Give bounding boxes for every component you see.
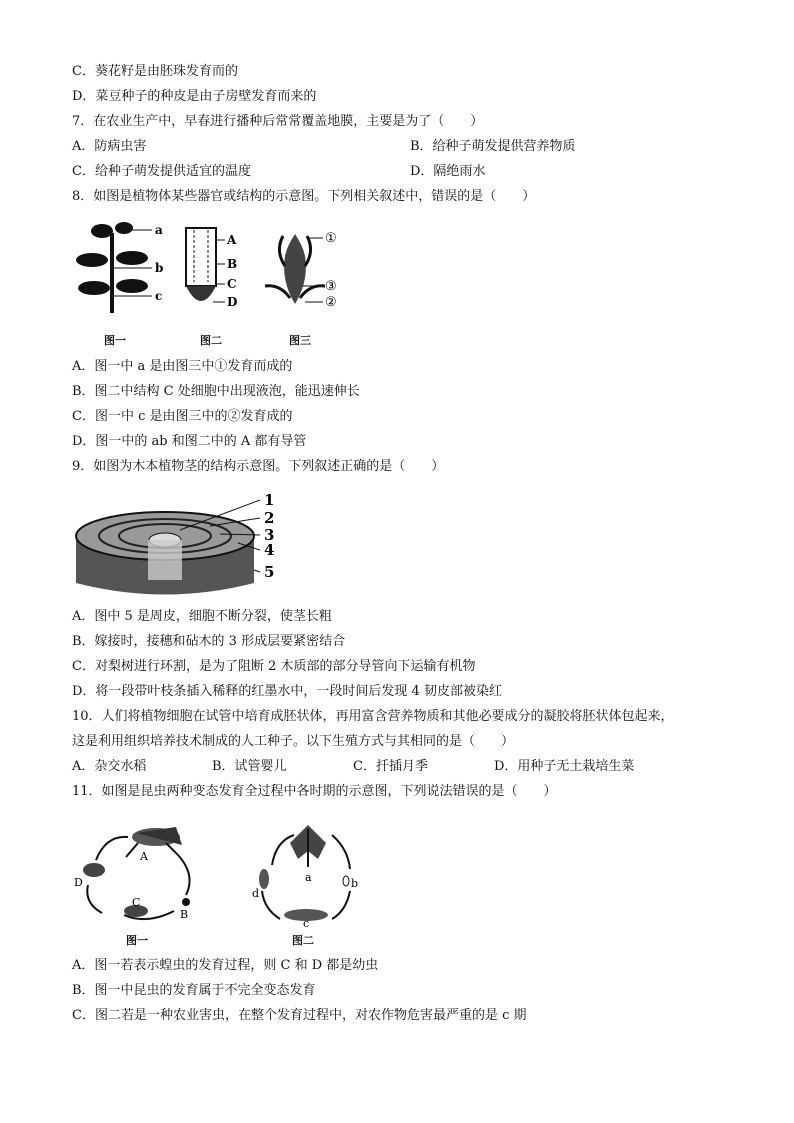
fig1-label-c: c xyxy=(155,289,163,303)
q7-option-d: D．隔绝雨水 xyxy=(410,164,486,179)
q8-stem: 8．如图是植物体某些器官或结构的示意图。下列相关叙述中，错误的是（ ） xyxy=(72,189,536,204)
q6-option-d: D．菜豆种子的种皮是由子房壁发育而来的 xyxy=(72,89,317,104)
q9-option-d: D．将一段带叶枝条插入稀释的红墨水中，一段时间后发现 4 韧皮部被染红 xyxy=(72,684,502,699)
q10-stem-line2: 这是利用组织培养技术制成的人工种子。以下生殖方式与其相同的是（ ） xyxy=(72,734,515,749)
q10-stem-line1: 10．人们将植物细胞在试管中培育成胚状体，再用富含营养物质和其他必要成分的凝胶将胚状体包起来， xyxy=(72,709,674,724)
q10-option-a: A．杂交水稻 xyxy=(72,759,147,774)
fig2-label-A: A xyxy=(227,233,237,247)
q11-figure-incomplete-metamorphosis xyxy=(66,815,216,933)
q9-figure-stem-section xyxy=(70,488,290,598)
fig11b-label-b: b xyxy=(351,877,359,890)
fig3-label-2: ② xyxy=(325,295,337,310)
q11-option-b: B．图一中昆虫的发育属于不完全变态发育 xyxy=(72,983,316,998)
q7-option-a: A．防病虫害 xyxy=(72,139,147,154)
q8-figure-root-tip xyxy=(180,226,250,316)
q8-caption-2: 图二 xyxy=(200,334,222,347)
q6-option-c: C．葵花籽是由胚珠发育而的 xyxy=(72,64,238,79)
q9-option-a: A．图中 5 是周皮，细胞不断分裂，使茎长粗 xyxy=(72,609,332,624)
fig11a-label-A: A xyxy=(140,850,148,863)
q8-option-c: C．图一中 c 是由图三中的②发育成的 xyxy=(72,409,293,424)
fig9-label-2: 2 xyxy=(264,509,275,527)
q11-caption-2: 图二 xyxy=(292,934,314,947)
q8-caption-1: 图一 xyxy=(104,334,126,347)
fig11a-label-C: C xyxy=(132,896,141,909)
fig11b-label-a: a xyxy=(305,871,312,884)
fig2-label-B: B xyxy=(227,257,238,271)
q7-option-b: B．给种子萌发提供营养物质 xyxy=(410,139,576,154)
fig2-label-C: C xyxy=(227,277,237,291)
q11-stem: 11．如图是昆虫两种变态发育全过程中各时期的示意图，下列说法错误的是（ ） xyxy=(72,784,557,799)
fig9-label-3: 3 xyxy=(264,526,275,544)
q8-caption-3: 图三 xyxy=(289,334,311,347)
q10-option-d: D．用种子无土栽培生菜 xyxy=(494,759,635,774)
q8-figure-plant xyxy=(72,218,172,318)
q11-figure-complete-metamorphosis xyxy=(250,815,360,933)
q9-option-c: C．对梨树进行环割，是为了阻断 2 木质部的部分导管向下运输有机物 xyxy=(72,659,476,674)
q7-option-c: C．给种子萌发提供适宜的温度 xyxy=(72,164,251,179)
q9-stem: 9．如图为木本植物茎的结构示意图。下列叙述正确的是（ ） xyxy=(72,459,445,474)
q8-figure-bud xyxy=(255,226,355,316)
fig9-label-4: 4 xyxy=(264,541,275,559)
fig9-label-5: 5 xyxy=(264,563,275,581)
q8-option-a: A．图一中 a 是由图三中①发育而成的 xyxy=(72,359,293,374)
fig11a-label-D: D xyxy=(74,876,83,889)
q11-caption-1: 图一 xyxy=(126,934,148,947)
q11-option-c: C．图二若是一种农业害虫，在整个发育过程中，对农作物危害最严重的是 c 期 xyxy=(72,1008,527,1023)
q9-option-b: B．嫁接时，接穗和砧木的 3 形成层要紧密结合 xyxy=(72,634,346,649)
q10-option-c: C．扦插月季 xyxy=(353,759,428,774)
fig3-label-1: ① xyxy=(325,231,337,246)
fig1-label-a: a xyxy=(155,223,163,237)
q8-option-d: D．图一中的 ab 和图二中的 A 都有导管 xyxy=(72,434,307,449)
fig2-label-D: D xyxy=(227,295,238,309)
fig9-label-1: 1 xyxy=(264,491,275,509)
q7-stem: 7．在农业生产中，早春进行播种后常常覆盖地膜，主要是为了（ ） xyxy=(72,114,484,129)
q8-option-b: B．图二中结构 C 处细胞中出现液泡，能迅速伸长 xyxy=(72,384,360,399)
fig11a-label-B: B xyxy=(180,908,189,921)
fig11b-label-c: c xyxy=(303,917,310,930)
fig1-label-b: b xyxy=(155,261,164,275)
q10-option-b: B．试管婴儿 xyxy=(212,759,287,774)
fig11b-label-d: d xyxy=(252,887,260,900)
q11-option-a: A．图一若表示蝗虫的发育过程，则 C 和 D 都是幼虫 xyxy=(72,958,379,973)
fig3-label-3: ③ xyxy=(325,279,337,294)
